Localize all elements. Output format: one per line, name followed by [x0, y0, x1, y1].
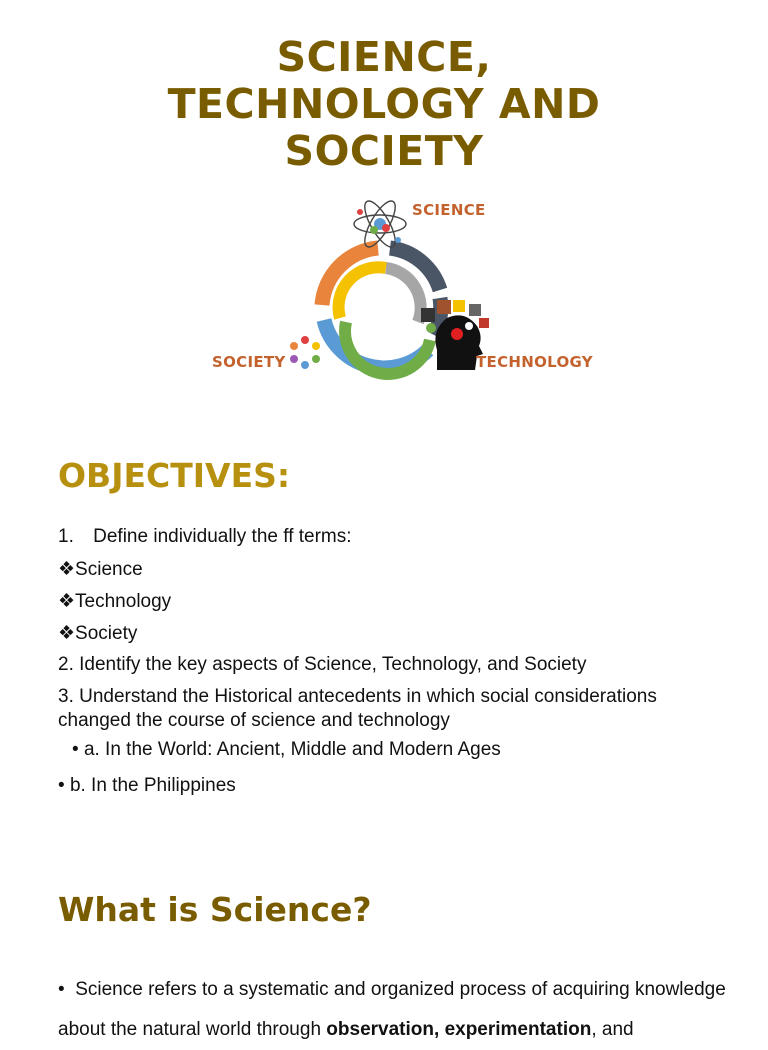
list-item [72, 739, 501, 761]
list-item-text: b. In the Philippines [69, 775, 236, 796]
list-item-text: Society [75, 623, 138, 644]
list-item [58, 526, 352, 548]
list-item-text: a. In the World: Ancient, Middle and Modern Ages [83, 739, 501, 760]
term-observation: observation [326, 1019, 434, 1040]
bullet-icon: • [58, 979, 65, 1000]
list-item [58, 685, 698, 733]
sts-cycle-diagram [200, 190, 610, 390]
title-line-2: TECHNOLOGY AND [167, 80, 601, 128]
diagram-label-society: SOCIETY [212, 353, 286, 371]
title-line-3: SOCIETY [284, 127, 484, 175]
bullet-icon: • [72, 739, 79, 760]
definition-tail: , and [591, 1019, 634, 1040]
list-item-text: Technology [75, 591, 172, 612]
ring-arc-yellow [339, 267, 386, 318]
diamond-bullet-icon: ❖ [58, 591, 76, 612]
list-item-text: Define individually the ff terms: [93, 526, 352, 547]
list-item [58, 558, 143, 581]
list-item [58, 654, 586, 676]
term-separator: , [434, 1019, 440, 1040]
list-item [58, 775, 236, 797]
list-item-text: 2. Identify the key aspects of Science, Technology, and Society [58, 654, 587, 675]
ring-arc-gray [386, 268, 421, 322]
definition-intro: Science refers to a systematic and organized process of acquiring knowledge about the natural world through [58, 979, 726, 1040]
list-marker: 1. [58, 526, 74, 547]
people-circle-icon [290, 336, 320, 369]
list-item-text: Science [75, 559, 143, 580]
slide-title [0, 34, 768, 175]
diamond-bullet-icon: ❖ [58, 623, 76, 644]
diamond-bullet-icon: ❖ [58, 559, 76, 580]
list-item-text: 3. Understand the Historical antecedents in which social considerations changed the course of science and technology [58, 686, 657, 731]
term-experimentation: experimentation [444, 1019, 592, 1040]
what-is-science-heading: What is Science? [58, 890, 372, 929]
list-item [58, 590, 171, 613]
diagram-label-science: SCIENCE [412, 201, 486, 219]
atom-icon [354, 197, 406, 251]
title-line-1: SCIENCE, [276, 33, 492, 81]
objectives-heading: OBJECTIVES: [58, 456, 291, 495]
bullet-icon: • [58, 775, 65, 796]
science-definition [58, 970, 738, 1050]
list-item [58, 622, 137, 645]
diagram-label-technology: TECHNOLOGY [476, 353, 593, 371]
